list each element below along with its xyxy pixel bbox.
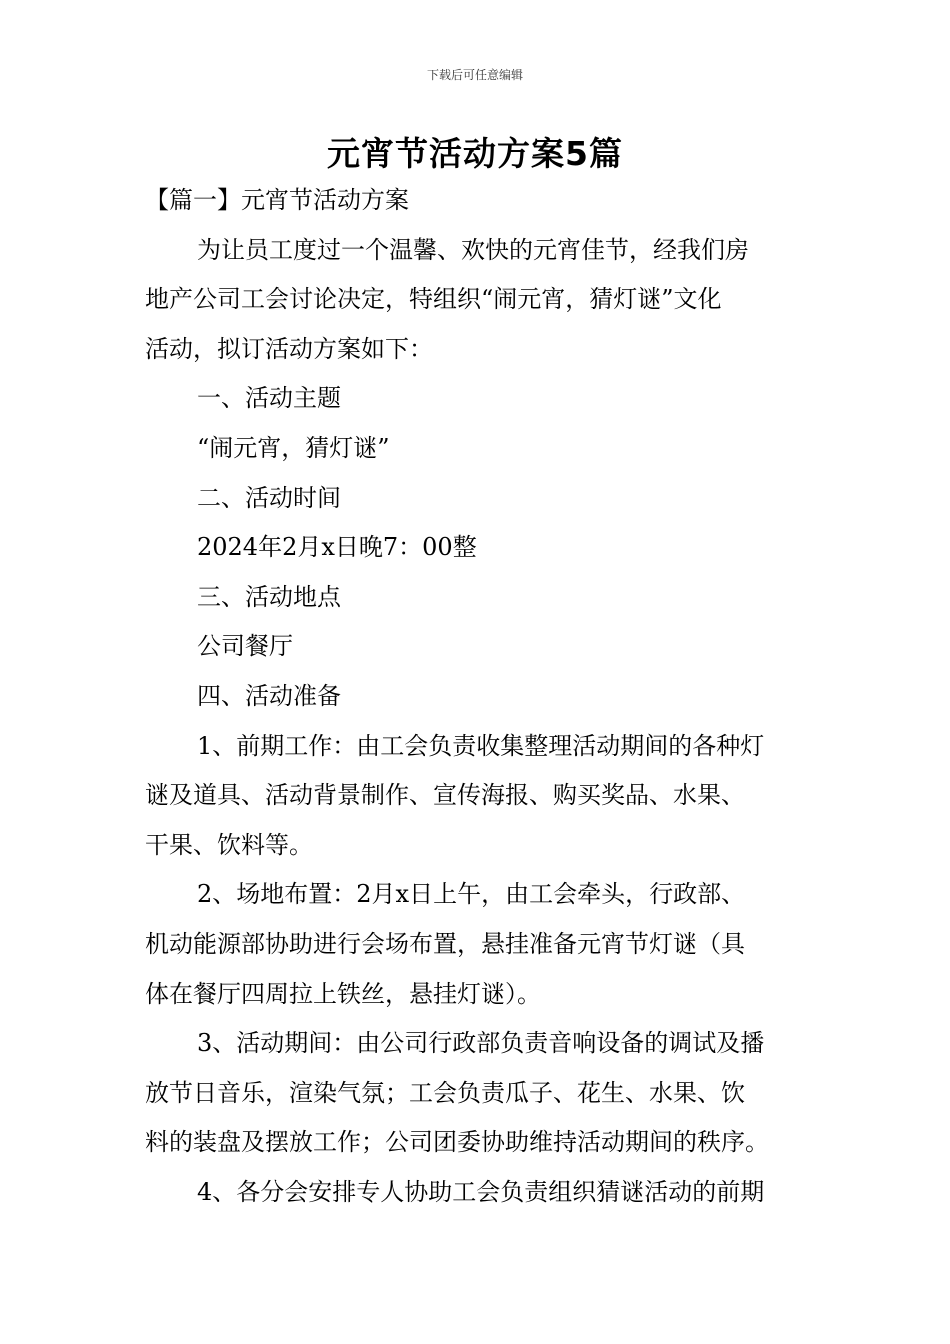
paragraph-line: 2、场地布置：2月x日上午，由工会牵头，行政部、	[197, 880, 746, 909]
paragraph-line: 四、活动准备	[197, 681, 341, 710]
paragraph-line: 地产公司工会讨论决定，特组织“闹元宵，猜灯谜”文化	[145, 285, 722, 314]
paragraph-line: 体在餐厅四周拉上铁丝，悬挂灯谜）。	[145, 979, 541, 1008]
paragraph-line: 为让员工度过一个温馨、欢快的元宵佳节，经我们房	[197, 235, 749, 264]
header-note: 下载后可任意编辑	[426, 68, 523, 82]
paragraph-line: 放节日音乐，渲染气氛；工会负责瓜子、花生、水果、饮	[145, 1078, 745, 1107]
paragraph-line: “闹元宵，猜灯谜”	[197, 433, 390, 462]
paragraph-line: 3、活动期间：由公司行政部负责音响设备的调试及播	[197, 1029, 765, 1058]
paragraph-line: 1、前期工作：由工会负责收集整理活动期间的各种灯	[197, 731, 765, 760]
paragraph-line: 机动能源部协助进行会场布置，悬挂准备元宵节灯谜（具	[145, 929, 745, 958]
section-heading: 【篇一】元宵节活动方案	[145, 186, 409, 214]
paragraph-line: 干果、饮料等。	[145, 830, 313, 859]
paragraph-line: 二、活动时间	[197, 483, 341, 512]
paragraph-line: 2024年2月x日晚7：00整	[197, 533, 477, 562]
paragraph-line: 谜及道具、活动背景制作、宣传海报、购买奖品、水果、	[145, 781, 745, 810]
document-title: 元宵节活动方案5篇	[327, 134, 623, 173]
paragraph-line: 公司餐厅	[197, 632, 293, 661]
paragraph-line: 4、各分会安排专人协助工会负责组织猜谜活动的前期	[197, 1177, 765, 1206]
paragraph-line: 一、活动主题	[197, 384, 341, 413]
document-body	[145, 176, 810, 1217]
paragraph-line: 活动，拟订活动方案如下：	[145, 334, 433, 363]
paragraph-line: 料的装盘及摆放工作；公司团委协助维持活动期间的秩序。	[145, 1128, 769, 1157]
paragraph-line: 三、活动地点	[197, 582, 341, 611]
